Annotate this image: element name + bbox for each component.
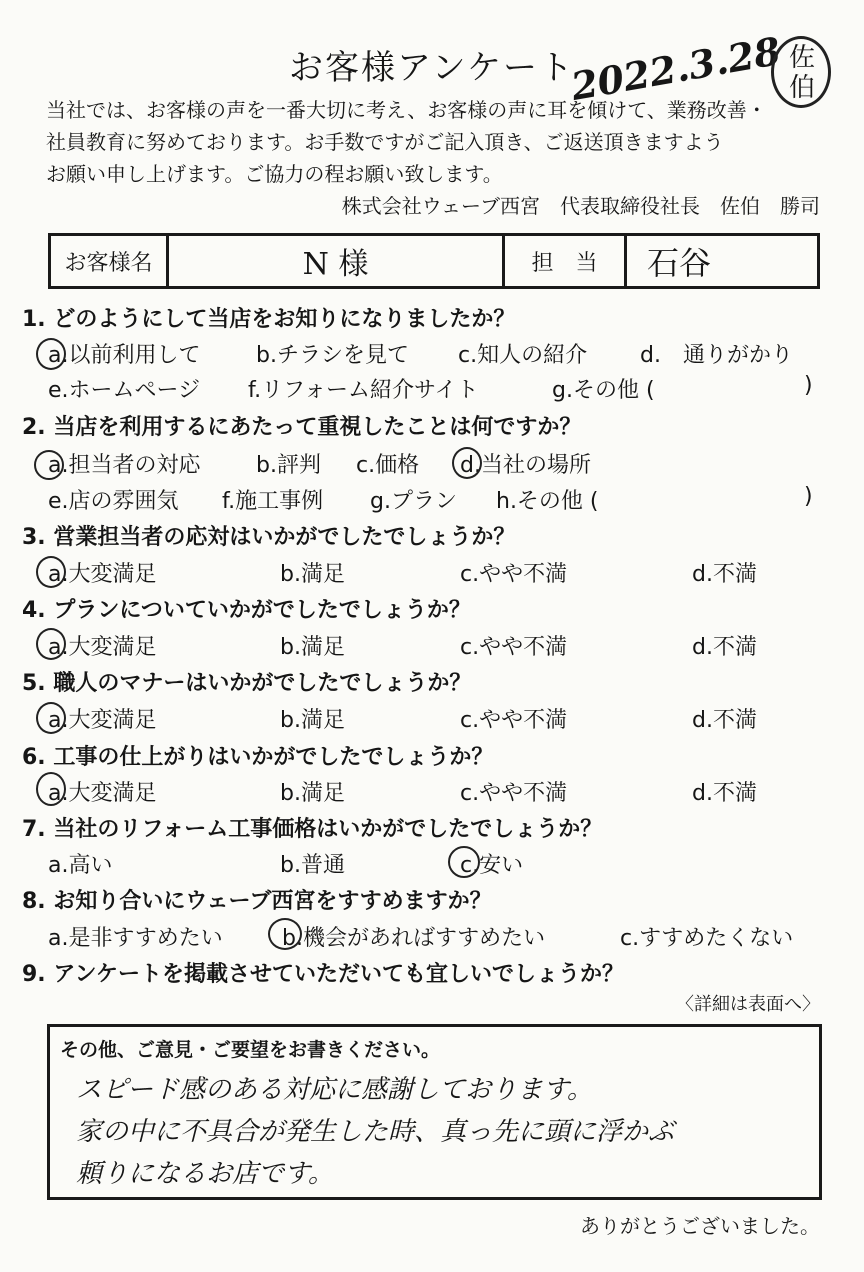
- q2-option-h: h.その他 (: [496, 489, 599, 514]
- q2-answer-circle-d: [452, 447, 482, 479]
- q4-option-a: a.大変満足: [48, 635, 157, 660]
- customer-name-value: N 様: [169, 236, 505, 286]
- seal-stamp: [771, 36, 831, 108]
- comment-line-3: 頼りになるお店です。: [76, 1159, 334, 1189]
- comments-box: [47, 1024, 822, 1200]
- q2-option-e: e.店の雰囲気: [48, 489, 179, 514]
- q5-option-d: d.不満: [692, 708, 757, 733]
- q5-option-a: a.大変満足: [48, 708, 157, 733]
- q1-option-g-close: ): [804, 373, 813, 398]
- question-1: 1. どのようにして当店をお知りになりましたか？: [22, 307, 516, 332]
- question-9: 9. アンケートを掲載させていただいても宜しいでしょうか？: [22, 962, 625, 987]
- intro-line-3: お願い申し上げます。ご協力の程お願い致します。: [46, 162, 503, 186]
- q3-option-b: b.満足: [280, 562, 345, 587]
- company-line: 株式会社ウェーブ西宮 代表取締役社長 佐伯 勝司: [341, 194, 820, 218]
- comments-label: その他、ご意見・ご要望をお書きください。: [60, 1039, 441, 1061]
- q7-answer-circle: [448, 846, 480, 878]
- q8-option-c: c.すすめたくない: [620, 926, 794, 951]
- q2-option-h-close: ): [804, 484, 813, 509]
- q4-answer-circle: [36, 628, 66, 660]
- q2-answer-circle-a: [34, 450, 64, 480]
- question-6: 6. 工事の仕上がりはいかがでしたでしょうか？: [22, 745, 494, 770]
- customer-info-table: [48, 233, 820, 289]
- q6-answer-circle: [36, 772, 66, 806]
- q3-answer-circle: [36, 556, 66, 588]
- q2-option-c: c.価格: [356, 453, 420, 478]
- comment-line-2: 家の中に不具合が発生した時、真っ先に頭に浮かぶ: [76, 1117, 675, 1147]
- q6-option-d: d.不満: [692, 781, 757, 806]
- q6-option-b: b.満足: [280, 781, 345, 806]
- q1-option-b: b.チラシを見て: [256, 343, 409, 368]
- staff-name-value: 石谷: [647, 244, 712, 282]
- question-8: 8. お知り合いにウェーブ西宮をすすめますか？: [22, 889, 492, 914]
- q2-option-g: g.プラン: [370, 489, 457, 514]
- detail-note: 〈詳細は表面へ〉: [676, 994, 820, 1015]
- q3-option-a: a.大変満足: [48, 562, 157, 587]
- question-5: 5. 職人のマナーはいかがでしたでしょうか？: [22, 671, 472, 696]
- q5-option-c: c.やや不満: [460, 708, 568, 733]
- q7-option-b: b.普通: [280, 853, 345, 878]
- q3-option-c: c.やや不満: [460, 562, 568, 587]
- question-2: 2. 当店を利用するにあたって重視したことは何ですか？: [22, 415, 582, 440]
- intro-line-2: 社員教育に努めております。お手数ですがご記入頂き、ご返送頂きますよう: [46, 130, 724, 154]
- survey-title: お客様アンケート: [289, 48, 575, 88]
- q2-option-f: f.施工事例: [222, 489, 324, 514]
- q5-answer-circle: [36, 702, 66, 734]
- q4-option-b: b.満足: [280, 635, 345, 660]
- q8-answer-circle: [268, 918, 302, 950]
- q2-option-d: d.当社の場所: [460, 453, 591, 478]
- q7-option-c: c.安い: [460, 853, 524, 878]
- q1-option-f: f.リフォーム紹介サイト: [248, 378, 479, 403]
- q1-option-c: c.知人の紹介: [458, 343, 588, 368]
- question-4: 4. プランについていかがでしたでしょうか？: [22, 598, 471, 623]
- q1-option-d: d. 通りがかり: [640, 343, 793, 368]
- q7-option-a: a.高い: [48, 853, 113, 878]
- q6-option-c: c.やや不満: [460, 781, 568, 806]
- thanks-text: ありがとうございました。: [580, 1214, 820, 1238]
- q3-option-d: d.不満: [692, 562, 757, 587]
- question-3: 3. 営業担当者の応対はいかがでしたでしょうか？: [22, 525, 516, 550]
- q2-option-a: a.担当者の対応: [48, 453, 201, 478]
- q1-answer-circle: [36, 338, 66, 370]
- q1-option-a: a.以前利用して: [48, 343, 201, 368]
- q5-option-b: b.満足: [280, 708, 345, 733]
- q8-option-a: a.是非すすめたい: [48, 926, 223, 951]
- q4-option-d: d.不満: [692, 635, 757, 660]
- intro-line-1: 当社では、お客様の声を一番大切に考え、お客様の声に耳を傾けて、業務改善・: [46, 98, 767, 122]
- staff-label: 担 当: [505, 236, 627, 286]
- q6-option-a: a.大変満足: [48, 781, 157, 806]
- handwritten-date: 2022.3.28: [567, 27, 784, 110]
- seal-text: 佐伯: [788, 43, 815, 103]
- q8-option-b: b.機会があればすすめたい: [282, 926, 546, 951]
- q2-option-b: b.評判: [256, 453, 321, 478]
- question-7: 7. 当社のリフォーム工事価格はいかがでしたでしょうか？: [22, 817, 603, 842]
- customer-name-label: お客様名: [51, 236, 169, 286]
- comment-line-1: スピード感のある対応に感謝しております。: [76, 1075, 593, 1105]
- q1-option-e: e.ホームページ: [48, 378, 201, 403]
- q4-option-c: c.やや不満: [460, 635, 568, 660]
- q1-option-g: g.その他 (: [552, 378, 655, 403]
